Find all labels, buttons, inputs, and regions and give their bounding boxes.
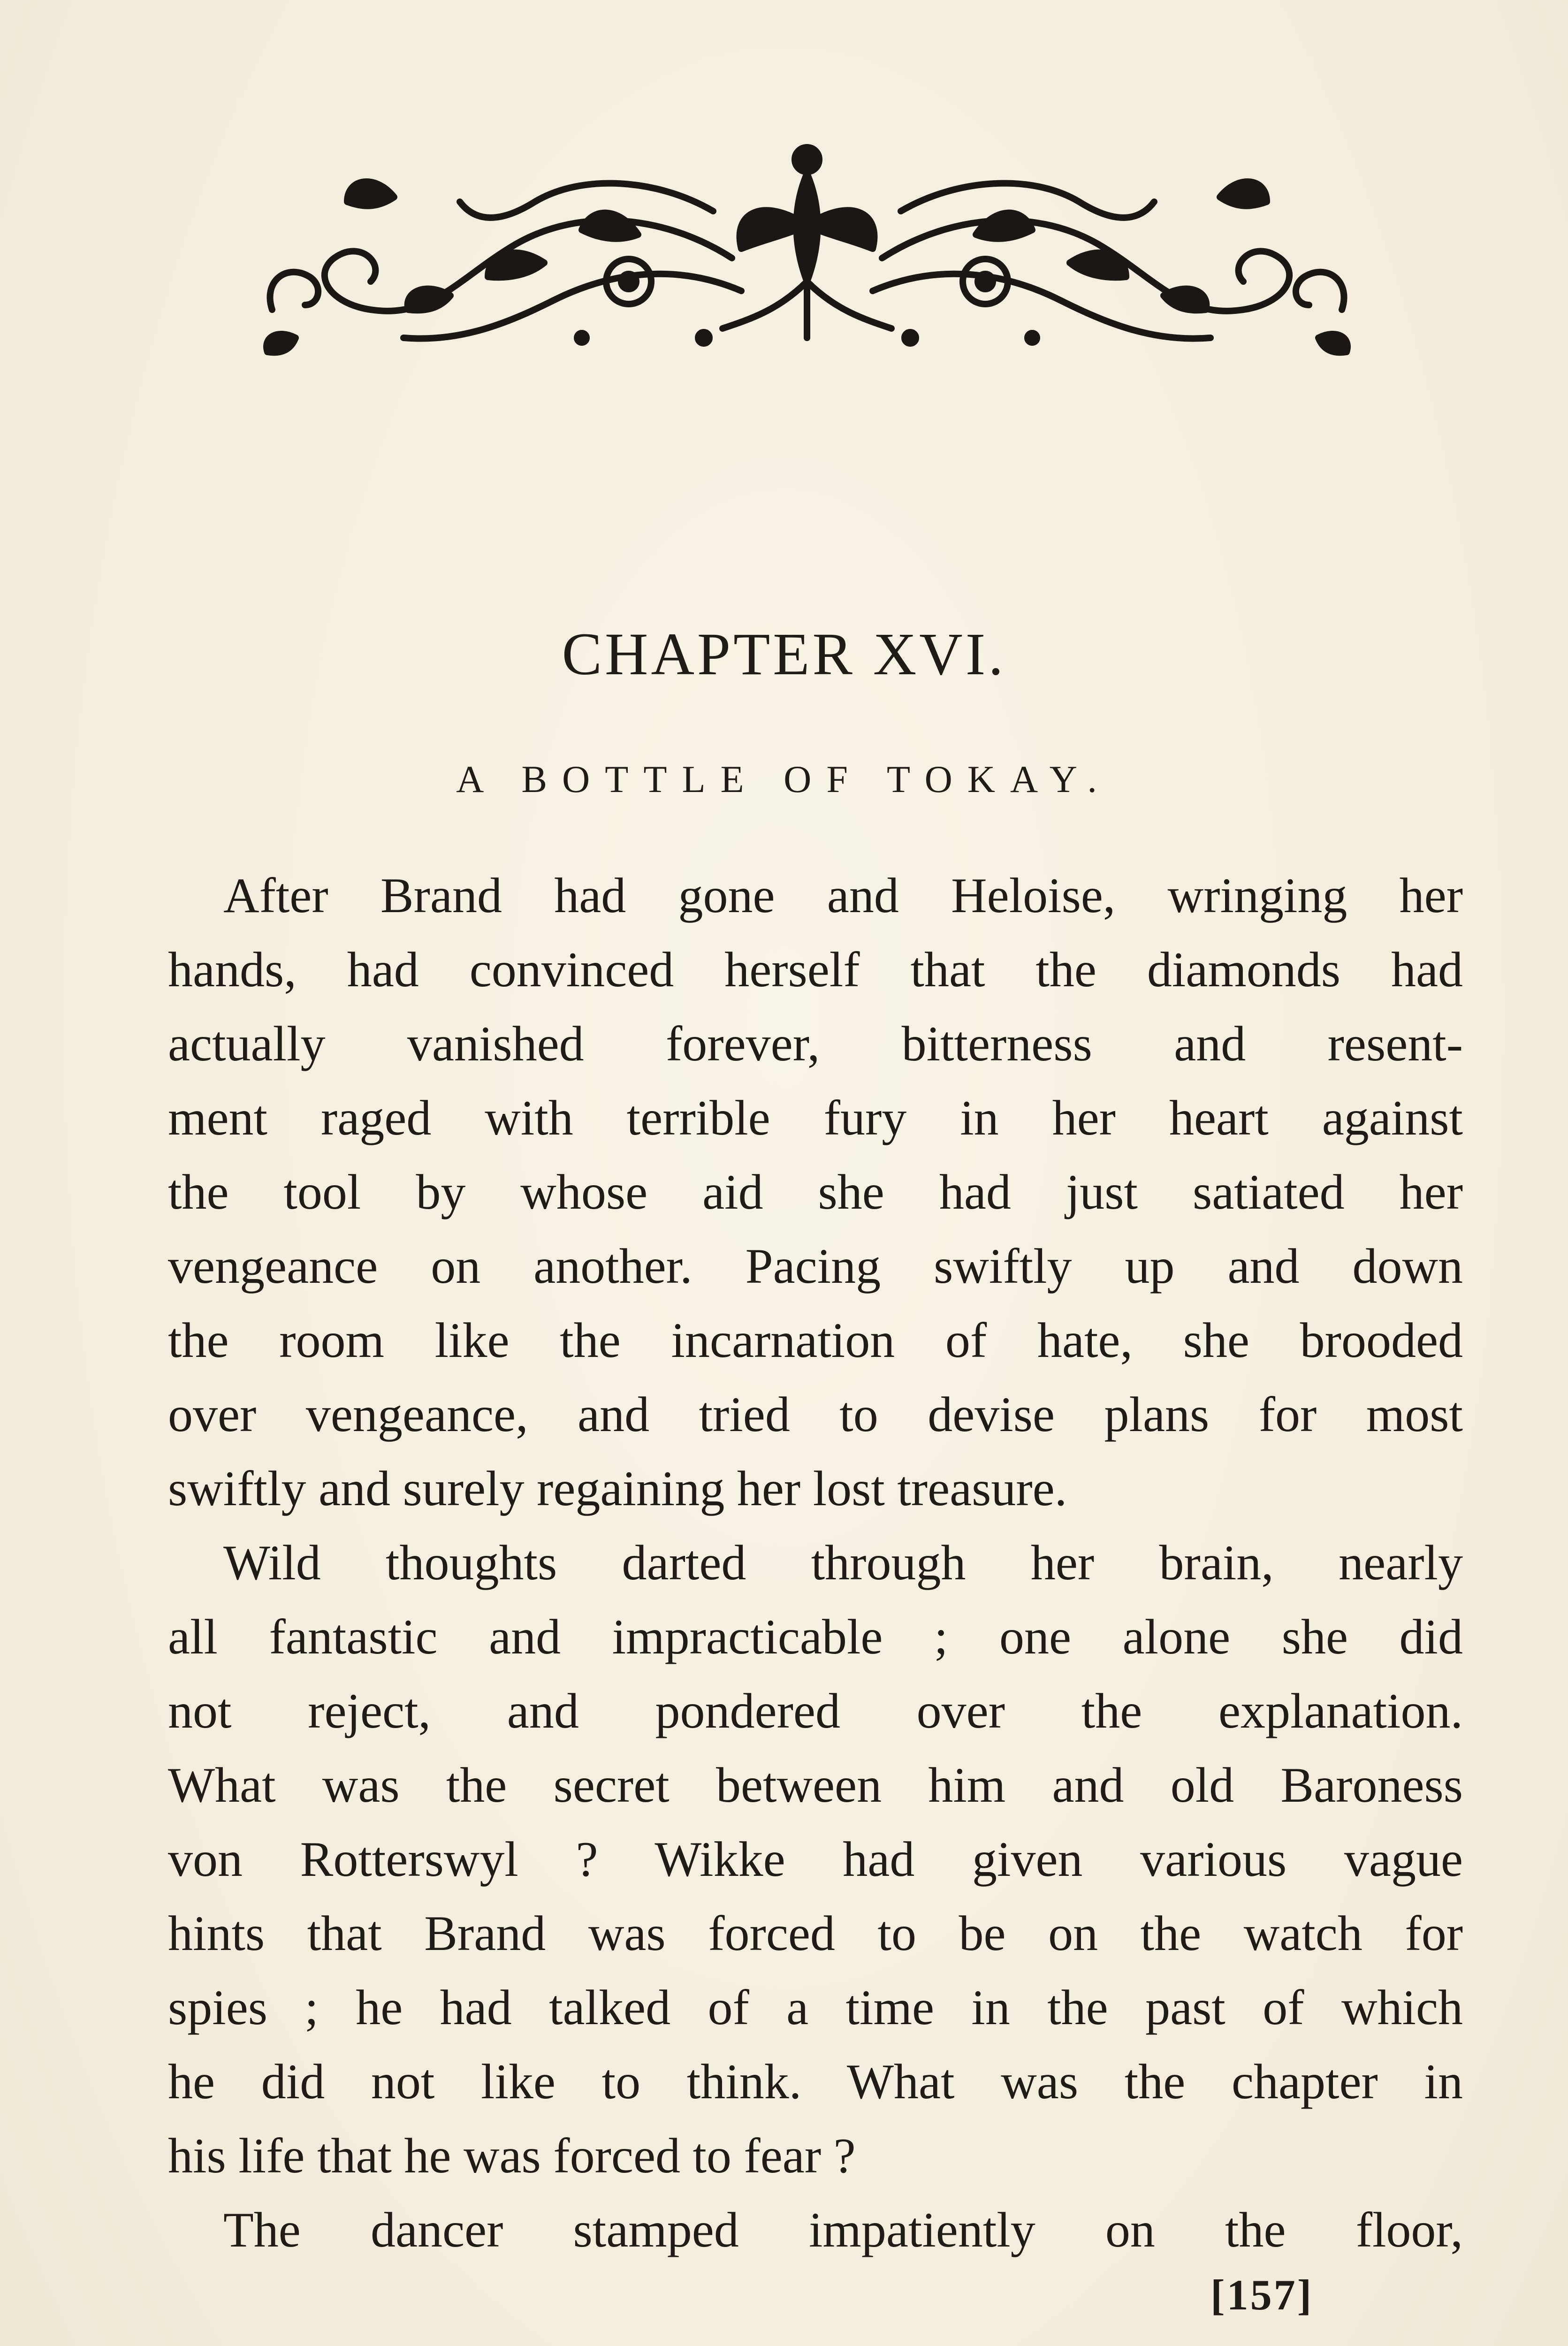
text-line: vengeance on another. Pacing swiftly up and down — [168, 1239, 1463, 1294]
chapter-subtitle: A BOTTLE OF TOKAY. — [456, 758, 1112, 800]
text-line: After Brand had gone and Heloise, wringing her — [223, 868, 1463, 923]
text-line: What was the secret between him and old Baroness — [168, 1758, 1463, 1813]
text-line: The dancer stamped impatiently on the floor, — [223, 2202, 1463, 2257]
text-line: the tool by whose aid she had just satiated her — [168, 1165, 1463, 1219]
text-line: actually vanished forever, bitterness and resent- — [168, 1016, 1463, 1071]
paragraph — [168, 859, 1463, 1526]
text-line: not reject, and pondered over the explanation. — [168, 1683, 1463, 1738]
text-line: Wild thoughts darted through her brain, nearly — [223, 1535, 1463, 1590]
text-line: spies ; he had talked of a time in the past of which — [168, 1980, 1463, 2035]
text-line: his life that he was forced to fear ? — [168, 2128, 856, 2183]
body-text — [168, 859, 1463, 2267]
paragraph — [168, 1526, 1463, 2193]
page-number: [157] — [1210, 2271, 1314, 2319]
text-line: hints that Brand was forced to be on the watch for — [168, 1906, 1463, 1961]
chapter-title: CHAPTER XVI. — [562, 621, 1006, 687]
text-line: ment raged with terrible fury in her heart against — [168, 1090, 1463, 1145]
text-line: swiftly and surely regaining her lost treasure. — [168, 1461, 1067, 1516]
text-line: over vengeance, and tried to devise plans for most — [168, 1387, 1463, 1442]
text-line: he did not like to think. What was the chapter in — [168, 2054, 1463, 2109]
text-line: the room like the incarnation of hate, she brooded — [168, 1313, 1463, 1368]
text-line: hands, had convinced herself that the diamonds had — [168, 942, 1463, 997]
paragraph — [168, 2193, 1463, 2267]
text-line: von Rotterswyl ? Wikke had given various vague — [168, 1832, 1463, 1887]
floral-headpiece-ornament — [253, 141, 1361, 366]
text-line: all fantastic and impracticable ; one alone she did — [168, 1609, 1463, 1664]
